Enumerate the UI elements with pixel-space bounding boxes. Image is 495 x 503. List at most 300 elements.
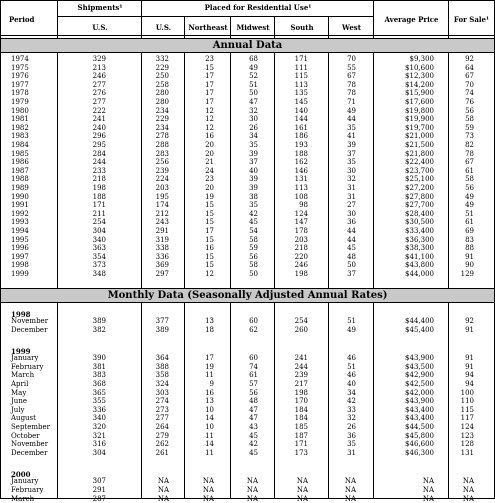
shipments-cell: 304: [92, 448, 106, 457]
placed-us-cell: 261: [155, 448, 169, 457]
west-cell: NA: [344, 477, 356, 486]
south-cell: 111: [294, 63, 308, 72]
for-sale-cell: 56: [465, 106, 474, 115]
south-cell: NA: [296, 494, 308, 503]
shipments-cell: 390: [92, 354, 106, 363]
northeast-cell: 15: [205, 252, 214, 261]
shipments-cell: 287: [92, 494, 106, 503]
avg-price-cell: $45,800: [405, 431, 434, 440]
northeast-cell: 23: [205, 175, 214, 184]
midwest-cell: 47: [249, 414, 258, 423]
period-cell: October: [11, 431, 40, 440]
midwest-cell: 45: [249, 218, 258, 227]
period-cell: June: [11, 397, 27, 406]
south-cell: 113: [294, 80, 308, 89]
midwest-cell: 68: [249, 55, 258, 63]
west-cell: 27: [347, 201, 356, 210]
midwest-cell: 74: [249, 362, 258, 371]
shipments-cell: 211: [92, 209, 106, 218]
south-cell: 187: [294, 431, 308, 440]
table-row: [1, 381, 494, 388]
west-cell: 35: [347, 158, 356, 167]
south-cell: 246: [294, 261, 308, 270]
west-cell: 26: [347, 423, 356, 431]
west-cell: 35: [347, 123, 356, 132]
midwest-cell: 62: [249, 325, 258, 334]
midwest-cell: 59: [249, 244, 258, 253]
midwest-cell: 43: [249, 423, 258, 431]
south-cell: NA: [296, 486, 308, 494]
shipments-cell: 363: [92, 244, 106, 253]
placed-us-cell: 239: [155, 166, 169, 175]
period-cell: 1995: [11, 235, 29, 244]
shipments-cell: 295: [92, 141, 106, 149]
south-cell: 186: [294, 132, 308, 141]
west-cell: 50: [347, 261, 356, 270]
table-row: [1, 372, 494, 379]
midwest-header: Midwest: [236, 23, 270, 32]
placed-us-cell: 224: [155, 175, 169, 184]
table-row: [1, 90, 494, 97]
for-sale-cell: 78: [465, 149, 474, 158]
northeast-cell: NA: [202, 486, 214, 494]
south-cell: 115: [294, 72, 308, 81]
shipments-cell: 329: [92, 55, 106, 63]
shipments-cell: 241: [92, 115, 106, 124]
south-cell: 184: [294, 405, 308, 414]
south-cell: 254: [294, 317, 308, 325]
south-cell: 162: [294, 158, 308, 167]
northeast-cell: 19: [205, 192, 214, 201]
avg-price-cell: $43,900: [405, 397, 434, 406]
table-row: [1, 99, 494, 106]
midwest-cell: 49: [249, 63, 258, 72]
table-row: [1, 168, 494, 175]
midwest-cell: 40: [249, 166, 258, 175]
period-cell: 1981: [11, 115, 29, 124]
table-row: [1, 407, 494, 414]
south-cell: 171: [294, 440, 308, 449]
avg-price-cell: $19,700: [405, 123, 434, 132]
placed-us-cell: 174: [155, 201, 169, 210]
west-cell: 34: [347, 388, 356, 397]
period-cell: 1998: [11, 261, 29, 270]
table-row: [1, 176, 494, 183]
table-header: [1, 1, 494, 36]
south-cell: 217: [294, 380, 308, 388]
period-cell: September: [11, 423, 50, 431]
period-cell: August: [11, 414, 36, 423]
south-cell: 239: [294, 371, 308, 380]
for-sale-cell: 91: [465, 354, 474, 363]
south-cell: 135: [294, 89, 308, 98]
west-cell: 31: [347, 192, 356, 201]
period-cell: 1987: [11, 166, 29, 175]
avg-price-cell: $19,800: [405, 106, 434, 115]
avg-price-cell: $21,500: [405, 141, 434, 149]
period-cell: 1992: [11, 209, 29, 218]
midwest-cell: NA: [246, 494, 258, 503]
for-sale-cell: 128: [460, 440, 474, 449]
for-sale-cell: 67: [465, 72, 474, 81]
midwest-cell: 52: [249, 72, 258, 81]
shipments-cell: 240: [92, 123, 106, 132]
northeast-cell: 24: [205, 166, 214, 175]
south-cell: 185: [294, 423, 308, 431]
south-cell: 188: [294, 149, 308, 158]
shipments-cell: 304: [92, 227, 106, 235]
midwest-cell: 35: [249, 141, 258, 149]
placed-us-cell: NA: [157, 477, 169, 486]
avg-price-cell: $30,500: [405, 218, 434, 227]
placed-us-cell: 277: [155, 414, 169, 423]
period-cell: February: [11, 486, 44, 494]
for-sale-cell: 74: [465, 89, 474, 98]
monthly-data-banner: Monthly Data (Seasonally Adjusted Annual Rates): [1, 288, 494, 303]
south-cell: 131: [294, 175, 308, 184]
midwest-cell: 42: [249, 209, 258, 218]
placed-us-cell: 377: [155, 317, 169, 325]
shipments-header: Shipments¹: [77, 3, 123, 12]
avg-price-cell: $9,300: [409, 55, 434, 63]
south-cell: 113: [294, 184, 308, 192]
midwest-cell: 54: [249, 227, 258, 235]
midwest-cell: 47: [249, 98, 258, 106]
for-sale-cell: 49: [465, 192, 474, 201]
for-sale-cell: 123: [460, 431, 474, 440]
midwest-cell: 39: [249, 184, 258, 192]
avg-price-cell: $12,300: [405, 72, 434, 81]
annual-data-banner: Annual Data: [1, 38, 494, 53]
for-sale-cell: NA: [462, 477, 474, 486]
west-cell: 32: [347, 414, 356, 423]
placed-us-cell: 297: [155, 270, 169, 278]
west-cell: 45: [347, 244, 356, 253]
south-cell: 161: [294, 123, 308, 132]
for-sale-cell: 129: [460, 270, 474, 278]
west-cell: 44: [347, 235, 356, 244]
avg-price-cell: $41,100: [405, 252, 434, 261]
northeast-cell: 15: [205, 63, 214, 72]
avg-price-cell: $33,400: [405, 227, 434, 235]
placed-us-cell: 336: [155, 252, 169, 261]
west-cell: 70: [347, 55, 356, 63]
shipments-cell: 321: [92, 431, 106, 440]
placed-us-cell: 389: [155, 325, 169, 334]
for-sale-cell: 69: [465, 227, 474, 235]
south-cell: 198: [294, 270, 308, 278]
shipments-cell: 198: [92, 184, 106, 192]
northeast-cell: 12: [205, 123, 214, 132]
avg-price-cell: $43,500: [405, 362, 434, 371]
south-cell: 218: [294, 244, 308, 253]
avg-price-cell: $14,200: [405, 80, 434, 89]
northeast-cell: 11: [205, 431, 214, 440]
northeast-cell: 20: [205, 141, 214, 149]
northeast-cell: 15: [205, 261, 214, 270]
period-cell: December: [11, 448, 48, 457]
west-cell: 37: [347, 270, 356, 278]
west-cell: 36: [347, 431, 356, 440]
midwest-cell: 35: [249, 201, 258, 210]
west-cell: 78: [347, 80, 356, 89]
for-sale-cell: 82: [465, 141, 474, 149]
avg-price-cell: $46,600: [405, 440, 434, 449]
shipments-us-header: U.S.: [92, 23, 108, 32]
placed-us-cell: NA: [157, 486, 169, 494]
placed-us-cell: 278: [155, 132, 169, 141]
avg-price-cell: $43,400: [405, 405, 434, 414]
south-cell: 140: [294, 106, 308, 115]
midwest-cell: NA: [246, 486, 258, 494]
south-cell: 241: [294, 354, 308, 363]
table-row: [1, 194, 494, 201]
south-cell: 260: [294, 325, 308, 334]
period-cell: 1990: [11, 192, 29, 201]
for-sale-cell: 117: [460, 414, 474, 423]
placed-us-cell: 324: [155, 380, 169, 388]
avg-price-cell: $17,600: [405, 98, 434, 106]
shipments-cell: 316: [92, 440, 106, 449]
shipments-cell: 171: [92, 201, 106, 210]
year-heading: 2000: [11, 470, 31, 480]
midwest-cell: 38: [249, 192, 258, 201]
west-cell: 67: [347, 72, 356, 81]
northeast-cell: 16: [205, 244, 214, 253]
placed-us-cell: 369: [155, 261, 169, 270]
northeast-cell: 18: [205, 325, 214, 334]
northeast-cell: 20: [205, 184, 214, 192]
table-row: [1, 73, 494, 80]
table-row: [1, 65, 494, 72]
header-subdivider: [58, 16, 374, 17]
avg-price-cell: $43,900: [405, 354, 434, 363]
placed-us-cell: 288: [155, 141, 169, 149]
midwest-cell: 50: [249, 89, 258, 98]
for-sale-cell: 91: [465, 252, 474, 261]
west-cell: 51: [347, 362, 356, 371]
west-cell: 71: [347, 98, 356, 106]
west-cell: 48: [347, 252, 356, 261]
northeast-cell: 13: [205, 317, 214, 325]
northeast-cell: 10: [205, 405, 214, 414]
shipments-cell: 246: [92, 72, 106, 81]
for-sale-cell: 64: [465, 63, 474, 72]
placed-us-cell: 250: [155, 72, 169, 81]
midwest-cell: 34: [249, 132, 258, 141]
midwest-cell: 60: [249, 317, 258, 325]
period-cell: November: [11, 317, 49, 325]
midwest-cell: 47: [249, 405, 258, 414]
midwest-cell: 48: [249, 397, 258, 406]
table-row: [1, 318, 494, 325]
west-cell: 36: [347, 218, 356, 227]
placed-us-cell: 274: [155, 397, 169, 406]
for-sale-cell: 61: [465, 218, 474, 227]
for-sale-cell: 61: [465, 166, 474, 175]
west-cell: 55: [347, 63, 356, 72]
shipments-cell: 233: [92, 166, 106, 175]
midwest-cell: 51: [249, 80, 258, 89]
avg-price-cell: $22,400: [405, 158, 434, 167]
west-cell: 37: [347, 149, 356, 158]
south-cell: 108: [294, 192, 308, 201]
year-heading: 1999: [11, 347, 31, 357]
west-cell: 40: [347, 380, 356, 388]
west-cell: 30: [347, 166, 356, 175]
shipments-cell: 277: [92, 98, 106, 106]
placed-us-cell: 229: [155, 63, 169, 72]
midwest-cell: 56: [249, 388, 258, 397]
south-cell: 98: [299, 201, 308, 210]
northeast-cell: 16: [205, 132, 214, 141]
northeast-cell: 10: [205, 423, 214, 431]
placed-us-cell: 283: [155, 149, 169, 158]
placed-us-cell: 234: [155, 123, 169, 132]
table-row: [1, 450, 494, 457]
for-sale-cell: 58: [465, 115, 474, 124]
northeast-cell: 21: [205, 158, 214, 167]
placed-us-cell: 388: [155, 362, 169, 371]
shipments-cell: 188: [92, 192, 106, 201]
south-cell: NA: [296, 477, 308, 486]
avg-price-cell: $27,200: [405, 184, 434, 192]
shipments-cell: 213: [92, 63, 106, 72]
table-row: [1, 487, 494, 494]
period-cell: 1988: [11, 175, 29, 184]
northeast-header: Northeast: [188, 23, 228, 32]
avg-price-cell: $28,400: [405, 209, 434, 218]
for-sale-cell: 110: [460, 397, 474, 406]
placed-us-cell: 291: [155, 227, 169, 235]
midwest-cell: NA: [246, 477, 258, 486]
table-row: [1, 415, 494, 422]
for-sale-cell: 131: [460, 448, 474, 457]
for-sale-cell: NA: [462, 486, 474, 494]
table-row: [1, 254, 494, 261]
period-cell: February: [11, 362, 44, 371]
placed-us-cell: 319: [155, 235, 169, 244]
midwest-cell: 39: [249, 175, 258, 184]
northeast-cell: 12: [205, 106, 214, 115]
period-cell: December: [11, 325, 48, 334]
shipments-cell: 365: [92, 388, 106, 397]
period-cell: March: [11, 371, 35, 380]
west-cell: 39: [347, 141, 356, 149]
shipments-cell: 354: [92, 252, 106, 261]
table-row: [1, 327, 494, 334]
northeast-cell: 13: [205, 397, 214, 406]
table-row: [1, 433, 494, 440]
placed-us-cell: 262: [155, 440, 169, 449]
avg-price-cell: $44,500: [405, 423, 434, 431]
placed-us-cell: 332: [155, 55, 169, 63]
shipments-cell: 348: [92, 270, 106, 278]
for-sale-cell: 51: [465, 209, 474, 218]
table-row: [1, 262, 494, 269]
placed-us-cell: 364: [155, 354, 169, 363]
avg-price-header: Average Price: [384, 15, 439, 24]
period-cell: 1991: [11, 201, 29, 210]
for-sale-cell: 94: [465, 380, 474, 388]
for-sale-cell: 58: [465, 175, 474, 184]
west-cell: 32: [347, 175, 356, 184]
for-sale-cell: 92: [465, 317, 474, 325]
avg-price-cell: $46,300: [405, 448, 434, 457]
period-cell: January: [11, 477, 39, 486]
for-sale-cell: 73: [465, 132, 474, 141]
midwest-cell: 50: [249, 270, 258, 278]
avg-price-cell: $42,500: [405, 380, 434, 388]
midwest-cell: 37: [249, 158, 258, 167]
west-cell: NA: [344, 494, 356, 503]
midwest-cell: 58: [249, 261, 258, 270]
avg-price-cell: $45,400: [405, 325, 434, 334]
for-sale-header: For Sale¹: [453, 15, 490, 24]
south-cell: 178: [294, 227, 308, 235]
table-row: [1, 82, 494, 89]
table-row: [1, 364, 494, 371]
shipments-cell: 373: [92, 261, 106, 270]
northeast-cell: 16: [205, 388, 214, 397]
period-cell: 1975: [11, 63, 29, 72]
table-row: [1, 245, 494, 252]
northeast-cell: 15: [205, 201, 214, 210]
placed-us-cell: 229: [155, 115, 169, 124]
west-cell: 78: [347, 89, 356, 98]
west-cell: 42: [347, 397, 356, 406]
northeast-cell: 17: [205, 89, 214, 98]
shipments-cell: 368: [92, 380, 106, 388]
shipments-cell: 355: [92, 397, 106, 406]
placed-header: Placed for Residential Use¹: [204, 3, 312, 12]
placed-us-cell: 212: [155, 209, 169, 218]
for-sale-cell: 91: [465, 362, 474, 371]
south-cell: 147: [294, 218, 308, 227]
for-sale-cell: 94: [465, 371, 474, 380]
for-sale-cell: 67: [465, 158, 474, 167]
for-sale-cell: 92: [465, 55, 474, 63]
avg-price-cell: $44,400: [405, 317, 434, 325]
for-sale-cell: 70: [465, 80, 474, 89]
south-cell: 203: [294, 235, 308, 244]
period-cell: May: [11, 388, 27, 397]
shipments-cell: 320: [92, 423, 106, 431]
midwest-cell: 45: [249, 431, 258, 440]
south-cell: 184: [294, 414, 308, 423]
for-sale-cell: 90: [465, 261, 474, 270]
shipments-cell: 381: [92, 362, 106, 371]
placed-us-cell: 203: [155, 184, 169, 192]
west-cell: 51: [347, 317, 356, 325]
shipments-cell: 307: [92, 477, 106, 486]
placed-us-cell: 234: [155, 106, 169, 115]
period-cell: March: [11, 494, 35, 503]
shipments-cell: 277: [92, 80, 106, 89]
west-cell: NA: [344, 486, 356, 494]
period-cell: 1993: [11, 218, 29, 227]
placed-us-cell: 264: [155, 423, 169, 431]
avg-price-cell: NA: [422, 494, 434, 503]
period-header: Period: [9, 15, 35, 24]
period-cell: 1979: [11, 98, 29, 106]
placed-us-cell: NA: [157, 494, 169, 503]
avg-price-cell: $23,700: [405, 166, 434, 175]
period-cell: 1986: [11, 158, 29, 167]
shipments-cell: 291: [92, 486, 106, 494]
for-sale-cell: 100: [460, 388, 474, 397]
northeast-cell: 11: [205, 448, 214, 457]
